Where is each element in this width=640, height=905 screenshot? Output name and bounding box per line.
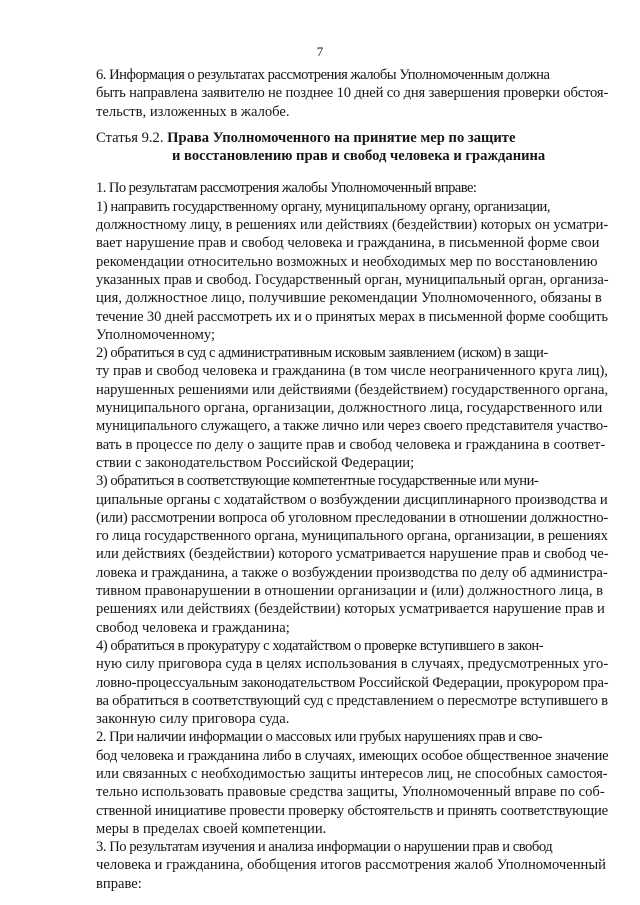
text-line: или действиях (бездействии) которого усматривается нарушение прав и свобод че- xyxy=(96,546,609,563)
text-line: бод человека и гражданина либо в случаях, имеющих особое общественное значение xyxy=(96,747,609,764)
text-line: тивном правонарушении в отношении организации и (или) должностного лица, в xyxy=(96,583,604,600)
text-line: быть направлена заявителю не позднее 10 дней со дня завершения проверки обстоя- xyxy=(96,85,609,102)
article-title-continuation: и восстановлению прав и свобод человека и гражданина xyxy=(172,148,546,165)
text-line: человека и гражданина, обобщения итогов рассмотрения жалоб Уполномоченный xyxy=(96,857,606,874)
text-line: ную силу приговора суда в целях использования в случаях, предусмотренных уго- xyxy=(96,656,609,673)
paragraph-3-analysis xyxy=(62,838,608,893)
paragraph-1-1-recommendations xyxy=(62,198,608,344)
text-line: свобод человека и гражданина; xyxy=(96,619,290,636)
text-line: 4) обратиться в прокуратуру с ходатайством о проверке вступившего в закон- xyxy=(96,637,544,654)
text-line: течение 30 дней рассмотреть их и о принятых мерах в письменной форме сообщить xyxy=(96,308,608,325)
text-line: ловно-процессуальным законодательством Российской Федерации, прокурором пра- xyxy=(96,674,609,691)
page-number: 7 xyxy=(316,44,324,59)
text-line: ция, должностное лицо, получившие рекомендации Уполномоченного, обязаны в xyxy=(96,290,602,307)
text-line: 6. Информация о результатах рассмотрения жалобы Уполномоченным должна xyxy=(96,67,550,83)
text-line: законную силу приговора суда. xyxy=(96,711,290,728)
text-line: ва обратиться в соответствующий суд с представлением о пересмотре вступившего в xyxy=(96,692,608,709)
paragraph-1-rights xyxy=(62,179,608,197)
text-line: 3. По результатам изучения и анализа информации о нарушении прав и свобод xyxy=(96,839,553,856)
text-line: тельно использовать правовые средства защиты, Уполномоченный вправе по соб- xyxy=(96,784,605,801)
text-line: или связанных с необходимостью защиты интересов лиц, не способных самостоя- xyxy=(96,765,608,782)
text-line: рекомендации относительно возможных и необходимых мер по восстановлению xyxy=(96,253,598,270)
text-line: 2) обратиться в суд с административным исковым заявлением (иском) в защи- xyxy=(96,345,548,362)
text-line: 3) обратиться в соответствующие компетентные государственные или муни- xyxy=(96,473,539,490)
article-title: Права Уполномоченного на принятие мер по защите xyxy=(167,129,516,146)
text-line: ствии с законодательством Российской Федерации; xyxy=(96,454,415,471)
text-line: нарушенных решениями или действиями (бездействием) государственного органа, xyxy=(96,381,609,398)
text-line: меры в пределах своей компетенции. xyxy=(96,820,327,837)
paragraph-1-4-prosecutor xyxy=(62,637,608,728)
text-line: муниципального органа, организации, должностного лица, государственного или xyxy=(96,400,603,417)
text-line: вать в процессе по делу о защите прав и свобод человека и гражданина в соответ- xyxy=(96,436,606,453)
text-line: 1) направить государственному органу, муниципальному органу, организации, xyxy=(96,198,551,215)
text-line: вправе: xyxy=(96,875,142,892)
text-line: го лица государственного органа, муниципального органа, организации, в решениях xyxy=(96,528,608,545)
paragraph-1-3-competent-bodies xyxy=(62,472,608,637)
document-body xyxy=(62,66,608,893)
text-line: ственной инициативе провести проверку обстоятельств и принять соответствующие xyxy=(96,802,608,819)
text-line: 2. При наличии информации о массовых или грубых нарушениях прав и сво- xyxy=(96,729,543,746)
article-heading-line xyxy=(96,129,608,147)
paragraph-6-result-notice xyxy=(62,66,608,121)
text-line: должностному лицу, в решениях или действиях (бездействии) которых он усматри- xyxy=(96,217,609,234)
text-line: (или) рассмотрении вопроса об уголовном преследовании в отношении должностно- xyxy=(96,509,609,526)
text-line: муниципального служащего, а также лично или через своего представителя участво- xyxy=(96,418,608,435)
text-line: ловека и гражданина, а также о возбуждении производства по делу об администра- xyxy=(96,564,608,581)
text-line: ту прав и свобод человека и гражданина (в том числе неограниченного круга лиц), xyxy=(96,363,608,380)
text-line: решениях или действиях (бездействии) которых усматривается нарушение прав и xyxy=(96,601,605,618)
paragraph-2-own-initiative xyxy=(62,728,608,838)
text-line: ципальные органы с ходатайством о возбуждении дисциплинарного производства и xyxy=(96,491,608,508)
article-number: Статья 9.2. xyxy=(96,129,164,146)
article-heading xyxy=(62,129,608,166)
text-line: Уполномоченному; xyxy=(96,326,216,343)
text-line: 1. По результатам рассмотрения жалобы Уполномоченный вправе: xyxy=(96,180,477,197)
paragraph-1-2-court xyxy=(62,344,608,472)
text-line: тельств, изложенных в жалобе. xyxy=(96,103,290,120)
text-line: вает нарушение прав и свобод человека и гражданина, в письменной форме свои xyxy=(96,235,600,252)
text-line: указанных прав и свобод. Государственный орган, муниципальный орган, организа- xyxy=(96,271,609,288)
